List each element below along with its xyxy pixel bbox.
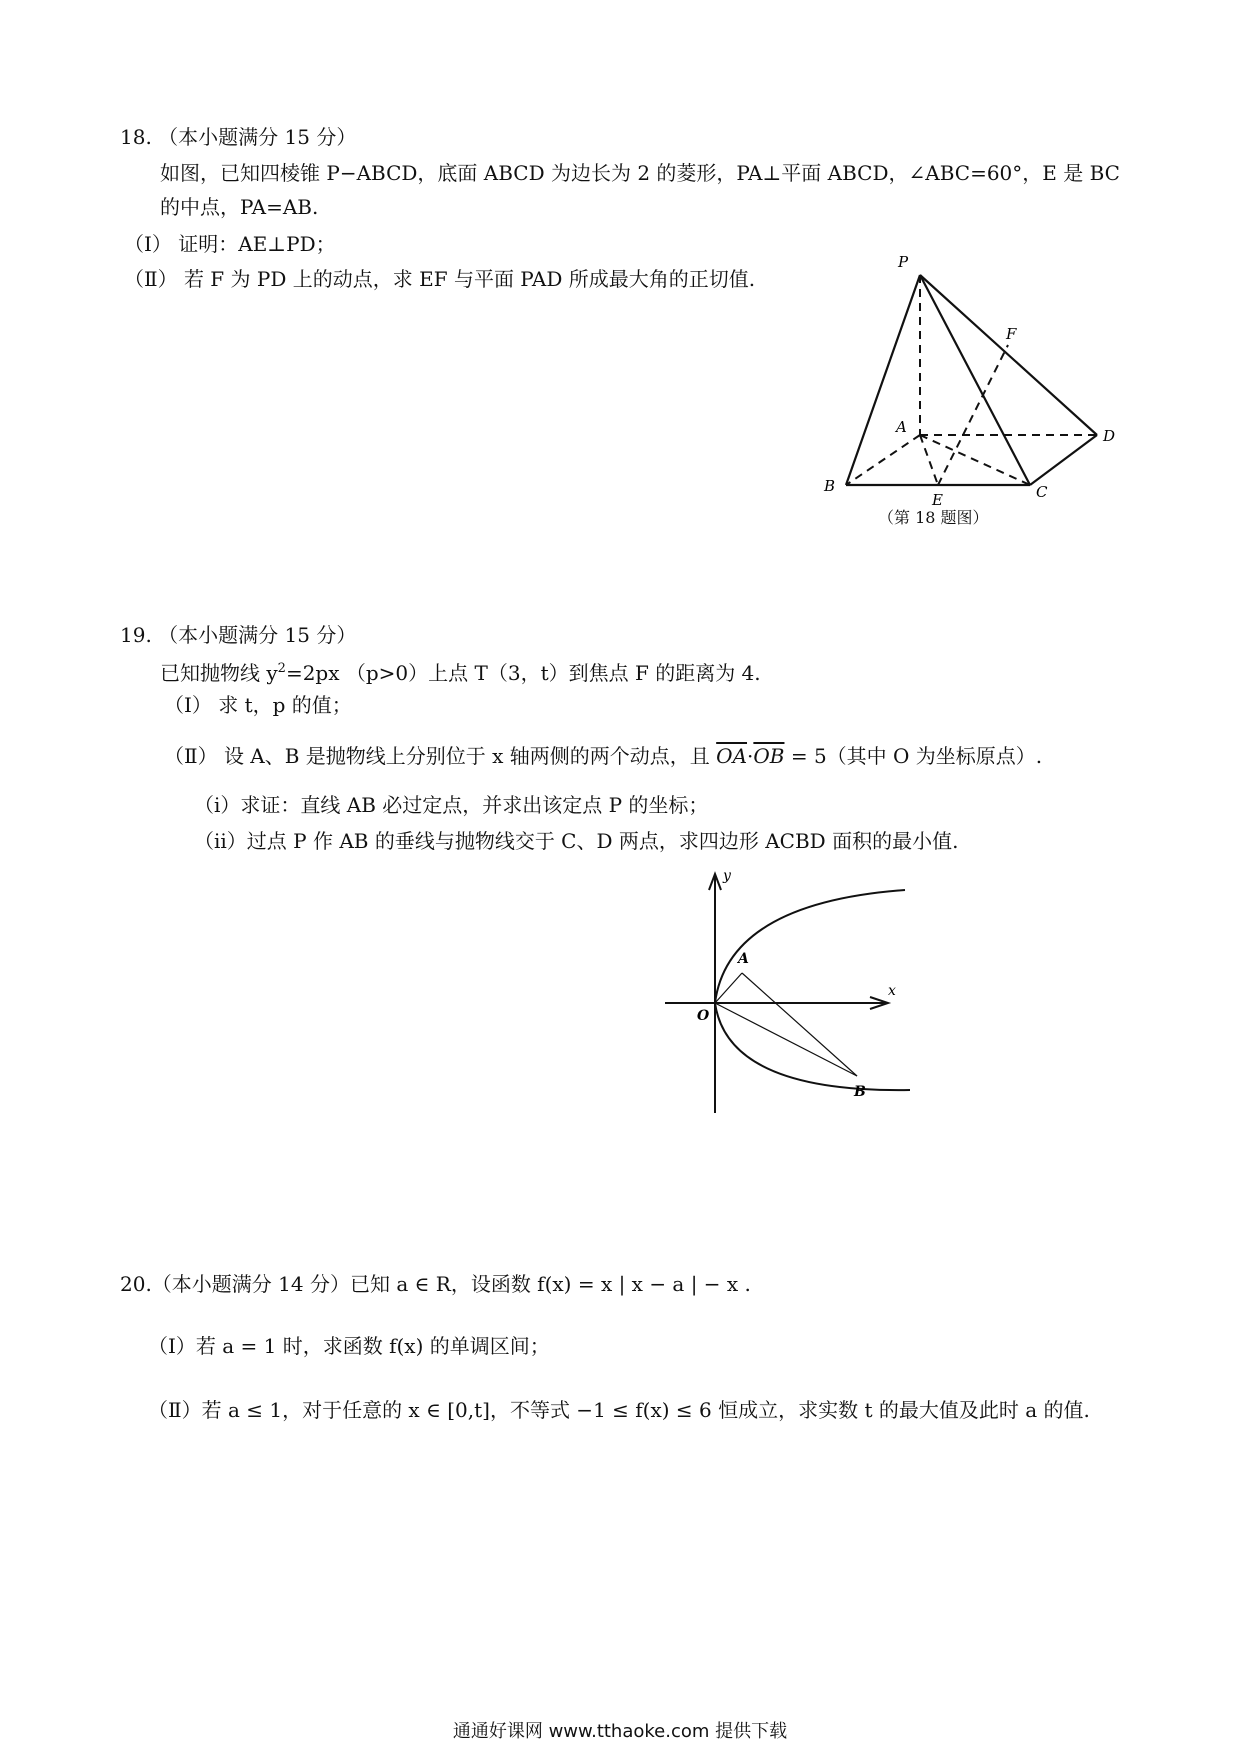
q19-label-b: B	[854, 1084, 866, 1100]
q19-label-y: y	[723, 868, 731, 884]
q19-label-a: A	[738, 951, 749, 967]
q18-part-2: （Ⅱ） 若 F 为 PD 上的动点，求 EF 与平面 PAD 所成最大角的正切值.	[124, 267, 756, 291]
q19-label-o: O	[697, 1008, 710, 1024]
q19-part-2-text-a: （Ⅱ） 设 A、B 是抛物线上分别位于 x 轴两侧的两个动点，且	[164, 744, 710, 768]
q19-parabola-figure	[660, 868, 910, 1118]
q18-label-a: A	[896, 418, 907, 436]
q20-part-2: （Ⅱ）若 a ≤ 1，对于任意的 x ∈ [0,t]，不等式 −1 ≤ f(x) ≤ 6 恒成立，求实数 t 的最大值及此时 a 的值.	[148, 1398, 1090, 1422]
q19-vector-oa: $\overline{OA}$	[716, 744, 748, 768]
q19-part-1: （Ⅰ） 求 t，p 的值；	[164, 693, 352, 717]
q18-stem-line1: 如图，已知四棱锥 P−ABCD，底面 ABCD 为边长为 2 的菱形，PA⊥平面 ABCD，∠ABC=60°，E 是 BC	[160, 161, 1120, 185]
q18-label-c: C	[1036, 483, 1048, 501]
q18-label-e: E	[932, 491, 943, 505]
q20-stem: 20.（本小题满分 14 分）已知 a ∈ R，设函数 f(x) = x | x − a | − x .	[120, 1272, 751, 1296]
q19-sub-ii: （ⅱ）过点 P 作 AB 的垂线与抛物线交于 C、D 两点，求四边形 ACBD 面积的最小值.	[194, 829, 959, 853]
q20-part-1: （Ⅰ）若 a = 1 时，求函数 f(x) 的单调区间；	[148, 1334, 550, 1358]
q19-part-2	[164, 743, 1042, 769]
q18-part-1: （Ⅰ） 证明：AE⊥PD；	[124, 232, 336, 256]
q19-stem	[160, 656, 761, 686]
q18-header: 18. （本小题满分 15 分）	[120, 125, 357, 149]
q18-label-b: B	[824, 477, 836, 495]
q18-figure-caption: （第 18 题图）	[878, 508, 989, 527]
q19-header: 19. （本小题满分 15 分）	[120, 623, 357, 647]
q18-label-d: D	[1103, 427, 1116, 445]
page-footer: 通通好课网 www.tthaoke.com 提供下载	[452, 1721, 788, 1742]
q19-dot-operator: ·	[747, 744, 754, 768]
q18-label-f: F	[1006, 325, 1017, 343]
q19-stem-part-b: =2px （p>0）上点 T（3，t）到焦点 F 的距离为 4.	[285, 661, 761, 685]
q18-label-p: P	[898, 255, 909, 271]
q18-pyramid-figure	[820, 255, 1150, 505]
q19-vector-ob: $\overline{OB}$	[753, 744, 785, 768]
q19-sub-i: （ⅰ）求证：直线 AB 必过定点，并求出该定点 P 的坐标；	[194, 793, 709, 817]
q19-stem-superscript: 2	[277, 661, 286, 676]
q19-stem-part-a: 已知抛物线 y	[160, 661, 278, 685]
q18-stem-line2: 的中点，PA=AB.	[160, 195, 319, 219]
q19-part-2-text-b: = 5（其中 O 为坐标原点）.	[790, 744, 1043, 768]
q19-label-x: x	[888, 983, 896, 999]
